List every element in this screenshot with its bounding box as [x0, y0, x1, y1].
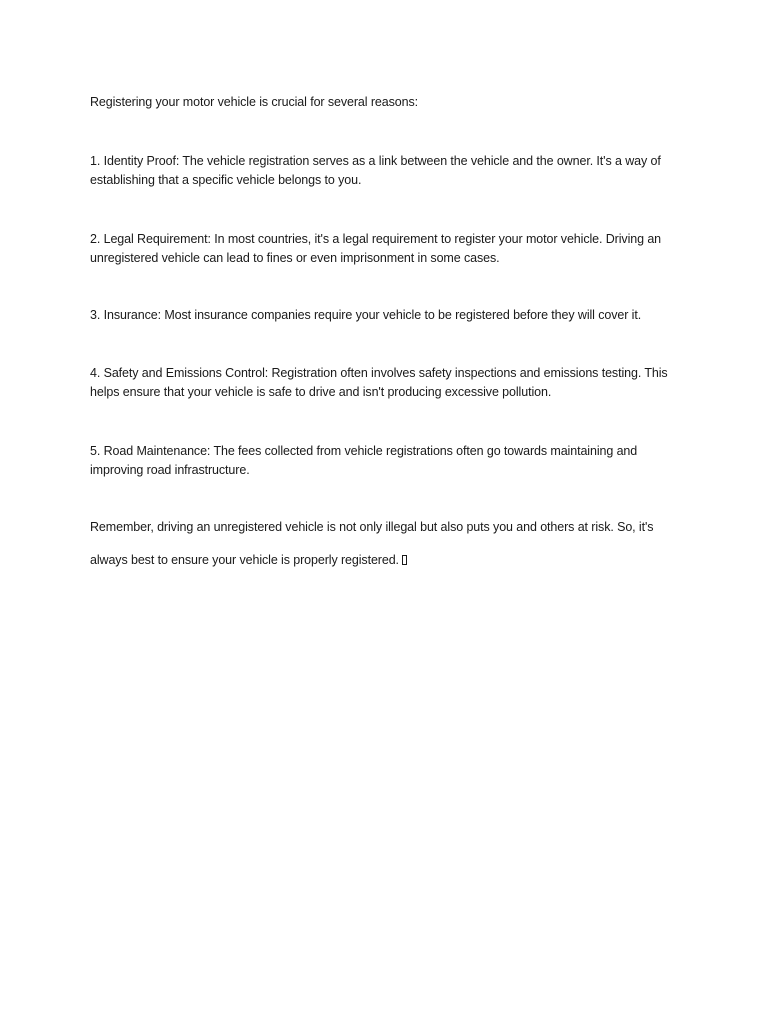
- intro-paragraph: Registering your motor vehicle is crucial for several reasons:: [90, 95, 418, 109]
- list-item-safety-emissions: 4. Safety and Emissions Control: Registration often involves safety inspections and emissions testing. This helps ensure that your vehicle is safe to drive and isn't producing excessive pollution.: [90, 366, 668, 399]
- list-item-legal-requirement: 2. Legal Requirement: In most countries, it's a legal requirement to register your motor vehicle. Driving an unregistered vehicle can lead to fines or even imprisonment in some cases.: [90, 232, 662, 265]
- list-item-road-maintenance: 5. Road Maintenance: The fees collected from vehicle registrations often go towards maintaining and improving road infrastructure.: [90, 444, 638, 477]
- missing-glyph-icon: [402, 555, 407, 565]
- closing-line-2-text: always best to ensure your vehicle is properly registered.: [90, 553, 399, 567]
- closing-line-2: [90, 551, 690, 570]
- list-item-insurance: 3. Insurance: Most insurance companies require your vehicle to be registered before they will cover it.: [90, 308, 642, 322]
- list-item-identity-proof: 1. Identity Proof: The vehicle registration serves as a link between the vehicle and the owner. It's a way of establishing that a specific vehicle belongs to you.: [90, 154, 661, 187]
- closing-line-1: Remember, driving an unregistered vehicle is not only illegal but also puts you and others at risk. So, it's: [90, 520, 654, 534]
